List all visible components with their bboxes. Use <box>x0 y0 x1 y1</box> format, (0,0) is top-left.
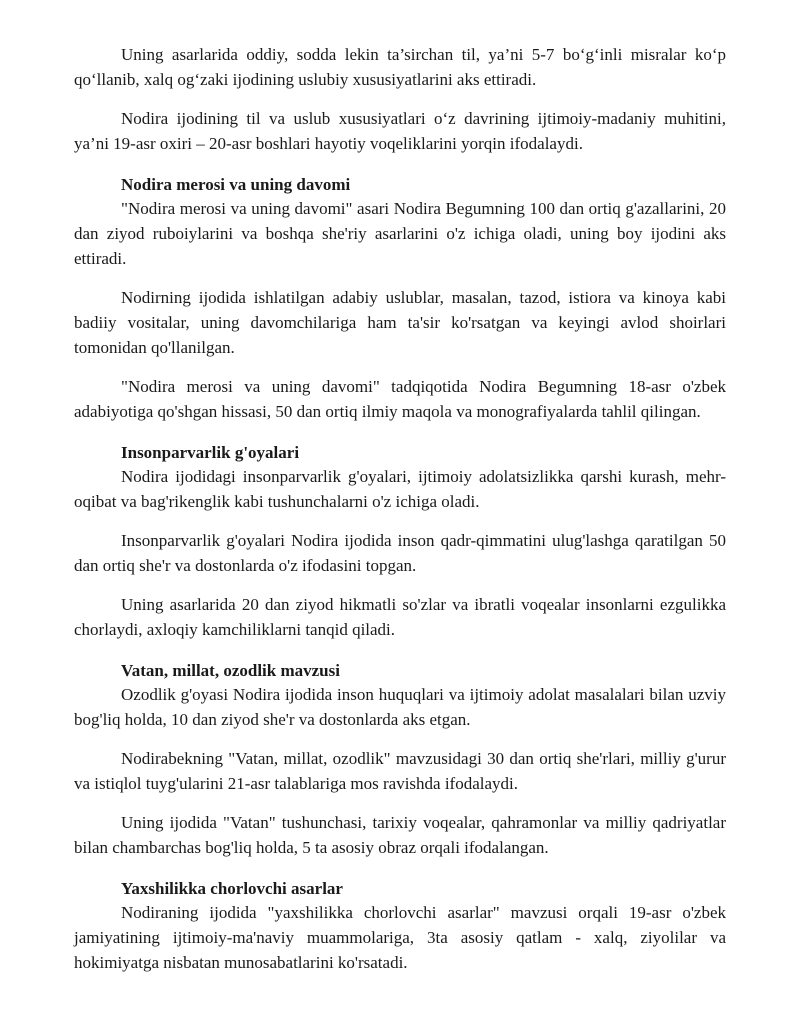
intro-paragraph: Uning asarlarida oddiy, sodda lekin ta’sirchan til, ya’ni 5-7 bo‘g‘inli misralar ko‘p qo‘llanib, xalq og‘zaki ijodining uslubiy xususiyatlarini aks ettiradi. <box>74 45 726 89</box>
section-paragraph: Nodira ijodidagi insonparvarlik g'oyalari, ijtimoiy adolatsizlikka qarshi kurash, mehr-oqibat va bag'rikenglik kabi tushunchalarni o'z ichiga oladi. <box>74 467 726 511</box>
section-heading: Vatan, millat, ozodlik mavzusi <box>121 661 340 680</box>
section-paragraph: "Nodira merosi va uning davomi" asari Nodira Begumning 100 dan ortiq g'azallarini, 20 dan ziyod ruboiylarini va boshqa she'riy asarlarini o'z ichiga oladi, uning boy ijodini aks ettiradi. <box>74 199 726 268</box>
section-paragraph: "Nodira merosi va uning davomi" tadqiqotida Nodira Begumning 18-asr o'zbek adabiyotiga qo'shgan hissasi, 50 dan ortiq ilmiy maqola va monografiyalarda tahlil qilingan. <box>74 377 726 421</box>
section-paragraph: Nodirning ijodida ishlatilgan adabiy uslublar, masalan, tazod, istiora va kinoya kabi badiiy vositalar, uning davomchilariga ham ta'sir ko'rsatgan va keyingi avlod shoirlari tomonidan qo'llanilgan. <box>74 288 726 357</box>
section-heading: Yaxshilikka chorlovchi asarlar <box>121 879 343 898</box>
section-heading: Nodira merosi va uning davomi <box>121 175 351 194</box>
intro-paragraph: Nodira ijodining til va uslub xususiyatlari o‘z davrining ijtimoiy-madaniy muhitini, ya’ni 19-asr oxiri – 20-asr boshlari hayotiy voqeliklarini yorqin ifodalaydi. <box>74 109 726 153</box>
section-heading: Insonparvarlik g'oyalari <box>121 443 300 462</box>
section-paragraph: Uning asarlarida 20 dan ziyod hikmatli so'zlar va ibratli voqealar insonlarni ezgulikka chorlaydi, axloqiy kamchiliklarni tanqid qiladi. <box>74 595 726 639</box>
section-paragraph: Ozodlik g'oyasi Nodira ijodida inson huquqlari va ijtimoiy adolat masalalari bilan uzviy bog'liq holda, 10 dan ziyod she'r va dostonlarda aks etgan. <box>74 685 726 729</box>
section-paragraph: Insonparvarlik g'oyalari Nodira ijodida inson qadr-qimmatini ulug'lashga qaratilgan 50 dan ortiq she'r va dostonlarda o'z ifodasini topgan. <box>74 531 726 575</box>
section-paragraph: Nodirabekning "Vatan, millat, ozodlik" mavzusidagi 30 dan ortiq she'rlari, milliy g'urur va istiqlol tuyg'ularini 21-asr talablariga mos ravishda ifodalaydi. <box>74 749 726 793</box>
section-paragraph: Uning ijodida "Vatan" tushunchasi, tarixiy voqealar, qahramonlar va milliy qadriyatlar bilan chambarchas bog'liq holda, 5 ta asosiy obraz orqali ifodalangan. <box>74 813 726 857</box>
document-page <box>74 42 726 989</box>
section-paragraph: Nodiraning ijodida "yaxshilikka chorlovchi asarlar" mavzusi orqali 19-asr o'zbek jamiyatining ijtimoiy-ma'naviy muammolariga, 3ta asosiy qatlam - xalq, ziyolilar va hokimiyatga nisbatan munosabatlarini ko'rsatadi. <box>74 903 726 972</box>
